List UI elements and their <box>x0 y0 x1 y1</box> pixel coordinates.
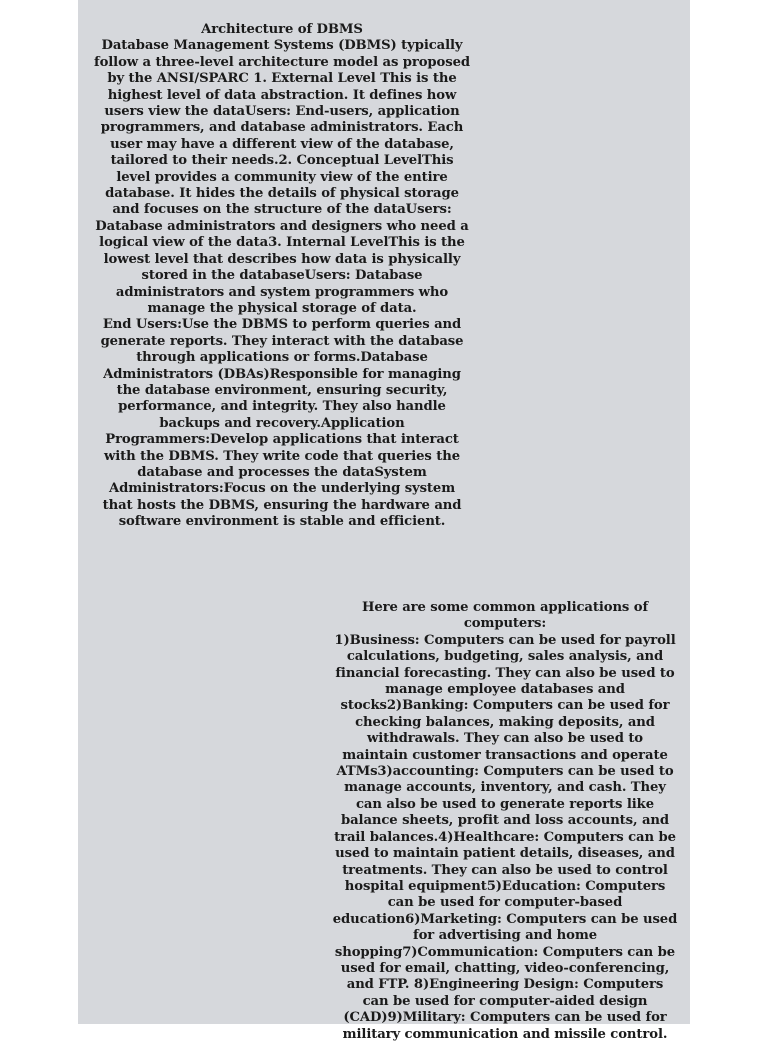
dbms-users-paragraph: End Users:Use the DBMS to perform queries and generate reports. They interact with the database through applications or forms.Database Administrators (DBAs)Responsible for managing the database environment, ensuring security, performance, and integrity. They also handle backups and recovery.Application Programmers:Develop applications that interact with the DBMS. They write code that queries the database and processes the dataSystem Administrators:Focus on the underlying system that hosts the DBMS, ensuring the hardware and software environment is stable and efficient. <box>100 317 464 530</box>
dbms-levels-paragraph: Database Management Systems (DBMS) typically follow a three-level architecture model as proposed by the ANSI/SPARC 1. External Level This is the highest level of data abstraction. It defines how users view the dataUsers: End-users, application programmers, and database administrators. Each user may have a different view of the database, tailored to their needs.2. Conceptual LevelThis level provides a community view of the entire database. It hides the details of physical storage and focuses on the structure of the dataUsers: Database administrators and designers who need a logical view of the data3. Internal LevelThis is the lowest level that describes how data is physically stored in the databaseUsers: Database administrators and system programmers who manage the physical storage of data. <box>94 38 470 316</box>
computer-applications-section <box>332 600 678 1043</box>
document-page <box>78 0 690 1042</box>
applications-heading: Here are some common applications of computers: <box>361 600 649 632</box>
dbms-architecture-section <box>92 22 472 531</box>
applications-body: 1)Business: Computers can be used for payroll calculations, budgeting, sales analysis, and financial forecasting. They can also be used to manage employee databases and stocks2)Banking: Computers can be used for checking balances, making deposits, and withdrawals. They can also be used to maintain customer transactions and operate ATMs3)accounting: Computers can be used to manage accounts, inventory, and cash. They can also be used to generate reports like balance sheets, profit and loss accounts, and trail balances.4)Healthcare: Computers can be used to maintain patient details, diseases, and treatments. They can also be used to control hospital equipment5)Education: Computers can be used for computer-based education6)Marketing: Computers can be used for advertising and home shopping7)Communication: Computers can be used for email, chatting, video-conferencing, and FTP. 8)Engineering Design: Computers can be used for computer-aided design (CAD)9)Military: Computers can be used for military communication and missile control. <box>332 632 678 1042</box>
dbms-title: Architecture of DBMS <box>201 22 363 37</box>
